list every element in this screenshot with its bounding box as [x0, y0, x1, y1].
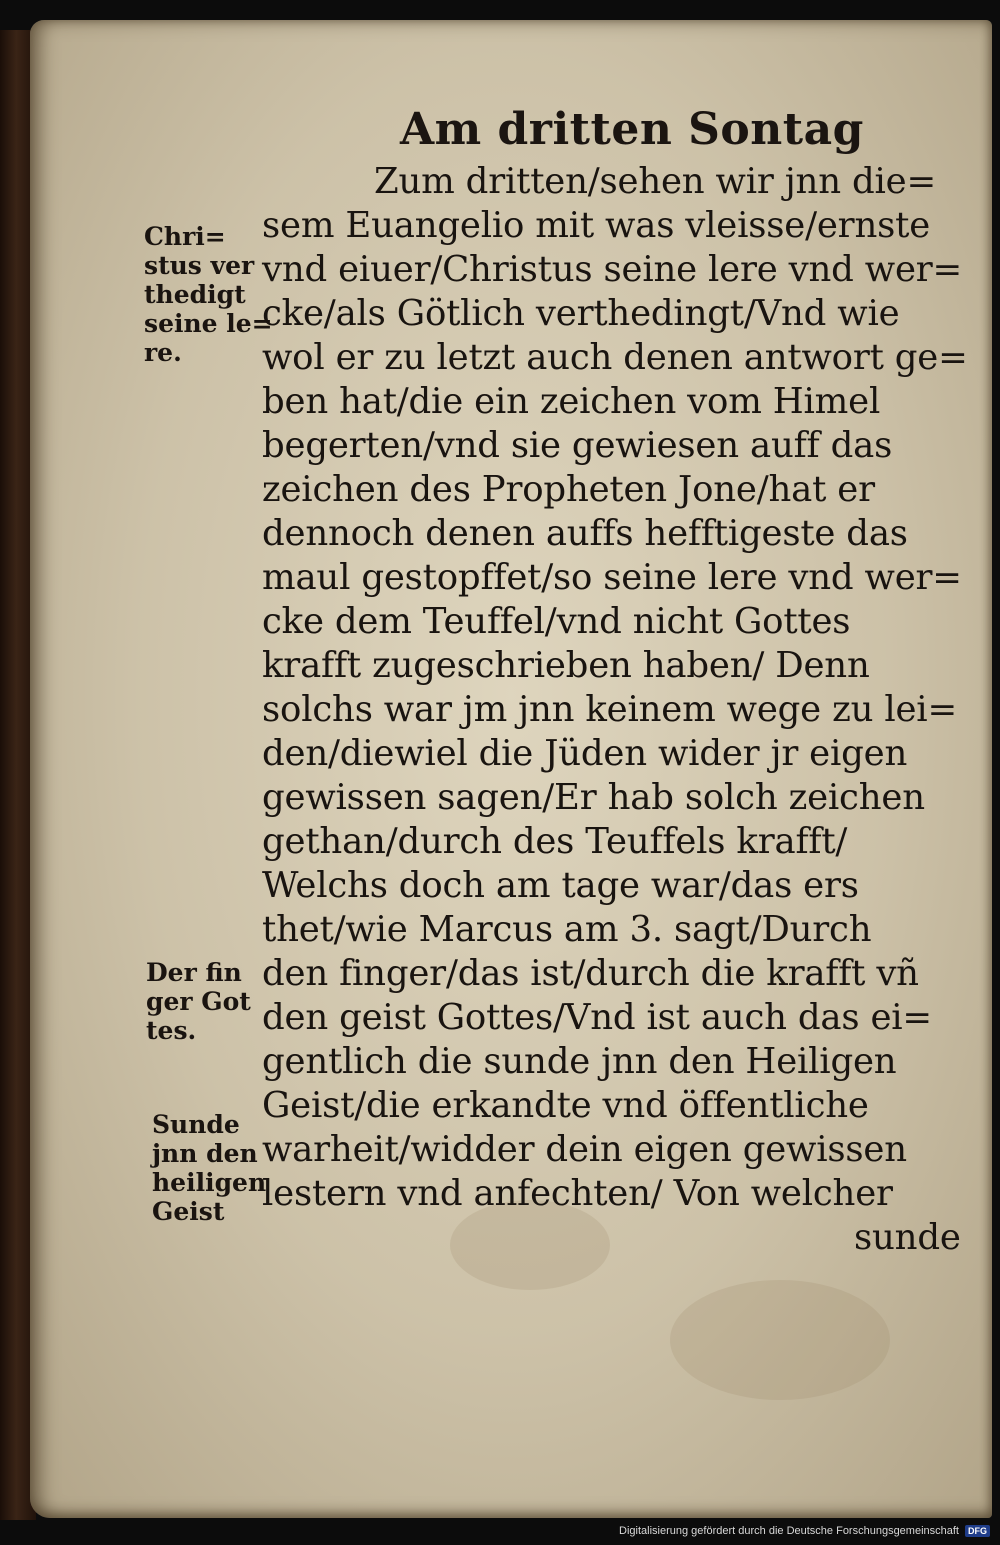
marginal-note-line: seine le=: [144, 309, 273, 338]
text-line: krafft zugeschrieben haben/ Denn: [262, 645, 870, 686]
marginal-note-line: stus ver: [144, 251, 255, 280]
text-line: gentlich die sunde jnn den Heiligen: [262, 1041, 897, 1082]
text-line: den/diewiel die Jüden wider jr eigen: [262, 733, 908, 774]
marginal-note-line: re.: [144, 338, 182, 367]
marginal-note-line: Geist: [152, 1197, 225, 1226]
marginal-note-line: Sunde: [152, 1110, 240, 1139]
marginal-note-line: Chri=: [144, 222, 226, 251]
marginal-note-line: heiligen: [152, 1168, 267, 1197]
paper-stain: [670, 1280, 890, 1400]
marginal-note-line: jnn den: [152, 1139, 258, 1168]
text-line: begerten/vnd sie gewiesen auff das: [262, 425, 893, 466]
marginal-note: [146, 958, 251, 1045]
text-line: maul gestopffet/so seine lere vnd wer=: [262, 557, 962, 598]
text-line: cke dem Teuffel/vnd nicht Gottes: [262, 601, 851, 642]
text-line: Welchs doch am tage war/das ers: [262, 865, 859, 906]
text-line: gewissen sagen/Er hab solch zeichen: [262, 777, 925, 818]
text-line: vnd eiuer/Christus seine lere vnd wer=: [262, 249, 963, 290]
text-line: zeichen des Propheten Jone/hat er: [262, 469, 875, 510]
text-line: den geist Gottes/Vnd ist auch das ei=: [262, 997, 932, 1038]
digitization-footer: [619, 1521, 990, 1541]
marginal-note-line: thedigt: [144, 280, 246, 309]
text-line: den finger/das ist/durch die krafft vñ: [262, 953, 919, 994]
marginal-note-line: ger Got: [146, 987, 251, 1016]
body-text: [262, 160, 968, 1260]
text-line: gethan/durch des Teuffels krafft/: [262, 821, 848, 862]
marginal-note: [152, 1110, 266, 1226]
text-line: Zum dritten/sehen wir jnn die=: [374, 161, 936, 202]
text-line: dennoch denen auffs hefftigeste das: [262, 513, 908, 554]
text-line: Geist/die erkandte vnd öffentliche: [262, 1085, 869, 1126]
text-line: lestern vnd anfechten/ Von welcher: [262, 1173, 893, 1214]
marginal-note: [144, 222, 273, 367]
text-line: wol er zu letzt auch denen antwort ge=: [262, 337, 968, 378]
running-head: Am dritten Sontag: [400, 104, 864, 155]
catchword: sunde: [854, 1217, 961, 1258]
text-line: warheit/widder dein eigen gewissen: [262, 1129, 907, 1170]
marginal-note-line: Der fin: [146, 958, 242, 987]
text-line: thet/wie Marcus am 3. sagt/Durch: [262, 909, 872, 950]
marginal-note-line: tes.: [146, 1016, 197, 1045]
footer-credit: Digitalisierung gefördert durch die Deutsche Forschungsgemeinschaft: [619, 1525, 959, 1537]
text-line: cke/als Götlich verthedingt/Vnd wie: [262, 293, 900, 334]
text-line: solchs war jm jnn keinem wege zu lei=: [262, 689, 957, 730]
text-line: ben hat/die ein zeichen vom Himel: [262, 381, 881, 422]
text-line: sem Euangelio mit was vleisse/ernste: [262, 205, 931, 246]
dfg-logo-icon: DFG: [965, 1525, 990, 1537]
